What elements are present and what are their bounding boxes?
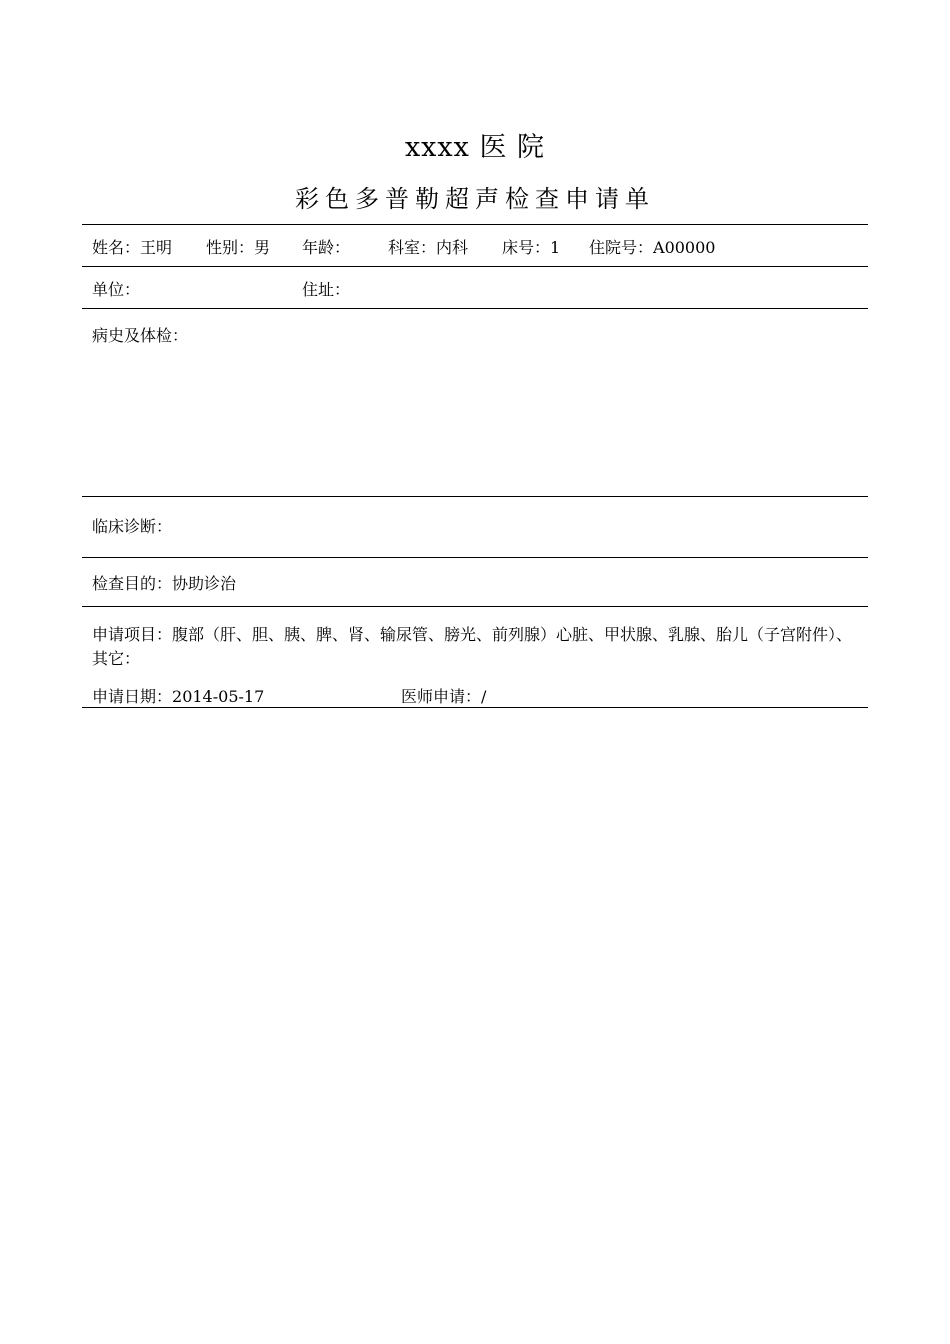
department-field xyxy=(388,235,468,258)
date-label: 申请日期： xyxy=(92,687,173,706)
patient-gender-field xyxy=(206,235,270,258)
inpatient-label: 住院号： xyxy=(589,238,654,257)
purpose-field xyxy=(92,571,236,594)
gender-label: 性别： xyxy=(206,238,255,257)
patient-age-field xyxy=(302,235,350,258)
hospital-name: xxxx 医 院 xyxy=(404,132,546,163)
name-label: 姓名： xyxy=(92,238,141,257)
doctor-value: / xyxy=(481,687,487,706)
department-label: 科室： xyxy=(388,238,437,257)
department-value: 内科 xyxy=(436,238,469,257)
age-label: 年龄： xyxy=(302,238,351,257)
inpatient-value: A00000 xyxy=(653,238,716,257)
purpose-value: 协助诊治 xyxy=(172,574,237,593)
date-value: 2014-05-17 xyxy=(172,687,265,706)
diagnosis-label: 临床诊断： xyxy=(92,517,173,536)
unit-field xyxy=(92,277,140,300)
request-items-text: 申请项目：腹部（肝、胆、胰、脾、肾、输尿管、膀光、前列腺）心脏、甲状腺、乳腺、胎儿（子宫附件）、其它： xyxy=(92,625,853,668)
diagnosis-row xyxy=(82,497,868,558)
inpatient-number-field xyxy=(589,235,715,258)
unit-address-row xyxy=(82,267,868,309)
name-value: 王明 xyxy=(140,238,173,257)
bed-field xyxy=(502,235,560,258)
unit-label: 单位： xyxy=(92,280,141,299)
form-table xyxy=(82,224,868,708)
gender-value: 男 xyxy=(254,238,271,257)
purpose-row xyxy=(82,558,868,607)
doctor-field xyxy=(401,684,486,707)
address-field xyxy=(302,277,350,300)
history-row xyxy=(82,309,868,497)
address-label: 住址： xyxy=(302,280,351,299)
patient-name-field xyxy=(92,235,172,258)
form-title: 彩色多普勒超声检查申请单 xyxy=(295,185,655,213)
request-date-field xyxy=(92,684,264,707)
request-items-row xyxy=(82,607,868,708)
bed-label: 床号： xyxy=(502,238,551,257)
doctor-label: 医师申请： xyxy=(401,687,482,706)
history-label: 病史及体检： xyxy=(92,326,189,345)
patient-info-row xyxy=(82,225,868,267)
bed-value: 1 xyxy=(550,238,561,257)
purpose-label: 检查目的： xyxy=(92,574,173,593)
